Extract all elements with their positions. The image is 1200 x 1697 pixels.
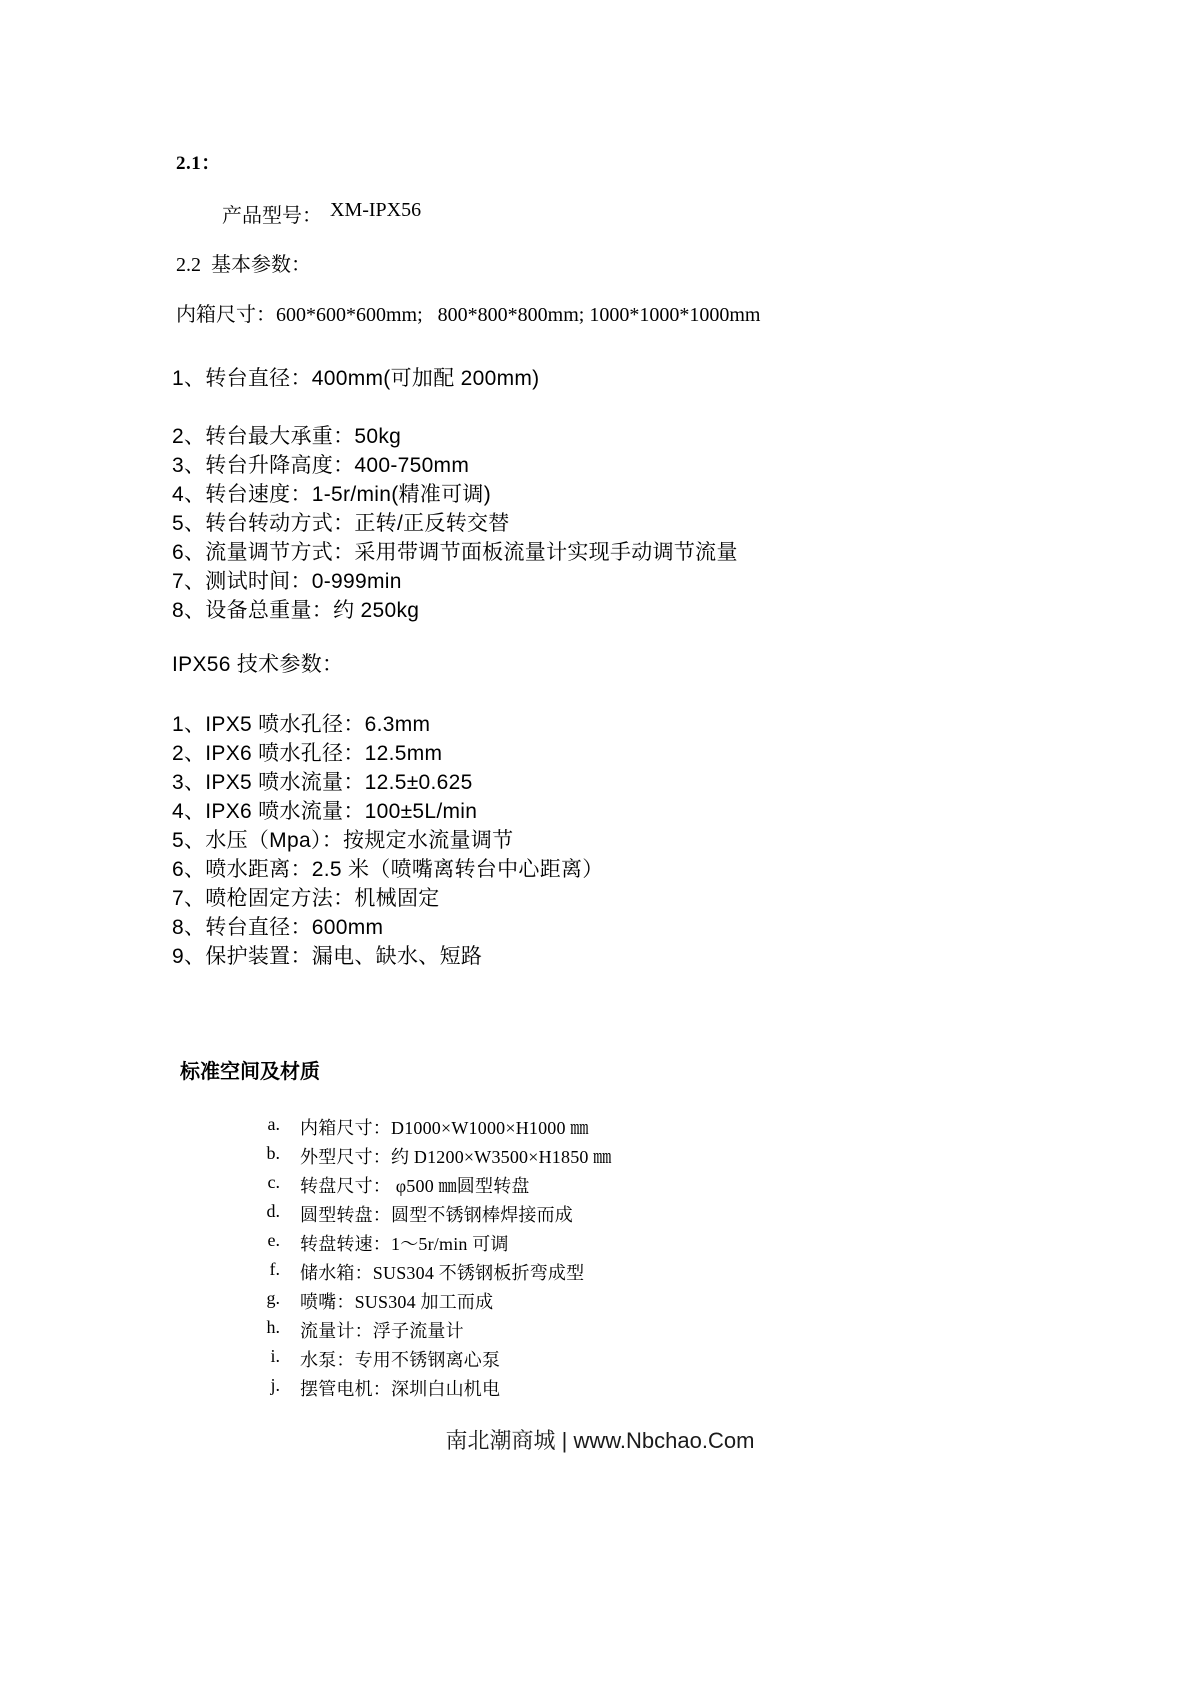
basic-spec-item: 2、转台最大承重：50kg xyxy=(172,425,402,448)
list-marker: d. xyxy=(266,1201,280,1221)
product-model-value: XM-IPX56 xyxy=(330,199,422,221)
list-marker: g. xyxy=(266,1288,280,1308)
list-item: 内箱尺寸：D1000×W1000×H1000 ㎜ xyxy=(300,1118,589,1138)
basic-spec-item: 1、转台直径：400mm(可加配 200mm) xyxy=(172,367,540,390)
list-item: 外型尺寸：约 D1200×W3500×H1850 ㎜ xyxy=(300,1147,612,1167)
list-marker: h. xyxy=(266,1317,280,1337)
materials-section-title: 标准空间及材质 xyxy=(180,1061,320,1083)
tech-spec-item: 5、水压（Mpa）：按规定水流量调节 xyxy=(172,829,514,852)
tech-spec-item: 4、IPX6 喷水流量：100±5L/min xyxy=(172,800,478,823)
tech-spec-item: 3、IPX5 喷水流量：12.5±0.625 xyxy=(172,771,473,794)
section-2-1-heading: 2.1： xyxy=(176,153,221,174)
list-item: 流量计：浮子流量计 xyxy=(300,1321,464,1341)
list-marker: b. xyxy=(266,1143,280,1163)
basic-spec-item: 4、转台速度：1-5r/min(精准可调) xyxy=(172,483,491,506)
inner-box-dimensions: 内箱尺寸：600*600*600mm; 800*800*800mm; 1000*1000*1000mm xyxy=(176,304,761,326)
list-marker: j. xyxy=(270,1375,280,1395)
tech-spec-item: 8、转台直径：600mm xyxy=(172,916,384,939)
footer-watermark: 南北潮商城 | www.Nbchao.Com xyxy=(445,1428,755,1453)
section-2-2-heading: 2.2 基本参数： xyxy=(176,254,311,276)
list-marker: a. xyxy=(267,1114,280,1134)
basic-spec-item: 5、转台转动方式：正转/正反转交替 xyxy=(172,512,510,535)
list-marker: i. xyxy=(270,1346,280,1366)
tech-spec-item: 7、喷枪固定方法：机械固定 xyxy=(172,887,440,910)
product-model-label: 产品型号： xyxy=(222,205,322,227)
tech-spec-item: 9、保护装置：漏电、缺水、短路 xyxy=(172,945,483,968)
tech-spec-item: 2、IPX6 喷水孔径：12.5mm xyxy=(172,742,443,765)
list-marker: c. xyxy=(267,1172,280,1192)
basic-spec-item: 8、设备总重量：约 250kg xyxy=(172,599,420,622)
list-item: 水泵：专用不锈钢离心泵 xyxy=(300,1350,501,1370)
tech-spec-item: 6、喷水距离：2.5 米（喷嘴离转台中心距离） xyxy=(172,858,604,881)
list-item: 储水箱：SUS304 不锈钢板折弯成型 xyxy=(300,1263,585,1283)
basic-spec-item: 6、流量调节方式：采用带调节面板流量计实现手动调节流量 xyxy=(172,541,738,564)
list-item: 转盘尺寸： φ500 ㎜圆型转盘 xyxy=(300,1176,530,1196)
tech-specs-title: IPX56 技术参数： xyxy=(172,653,344,676)
list-item: 摆管电机：深圳白山机电 xyxy=(300,1379,501,1399)
list-marker: f. xyxy=(269,1259,280,1279)
list-item: 圆型转盘：圆型不锈钢棒焊接而成 xyxy=(300,1205,573,1225)
list-item: 转盘转速：1～5r/min 可调 xyxy=(300,1234,509,1254)
list-item: 喷嘴：SUS304 加工而成 xyxy=(300,1292,494,1312)
list-marker: e. xyxy=(267,1230,280,1250)
basic-spec-item: 7、测试时间：0-999min xyxy=(172,570,402,593)
basic-spec-item: 3、转台升降高度：400-750mm xyxy=(172,454,470,477)
tech-spec-item: 1、IPX5 喷水孔径：6.3mm xyxy=(172,713,431,736)
